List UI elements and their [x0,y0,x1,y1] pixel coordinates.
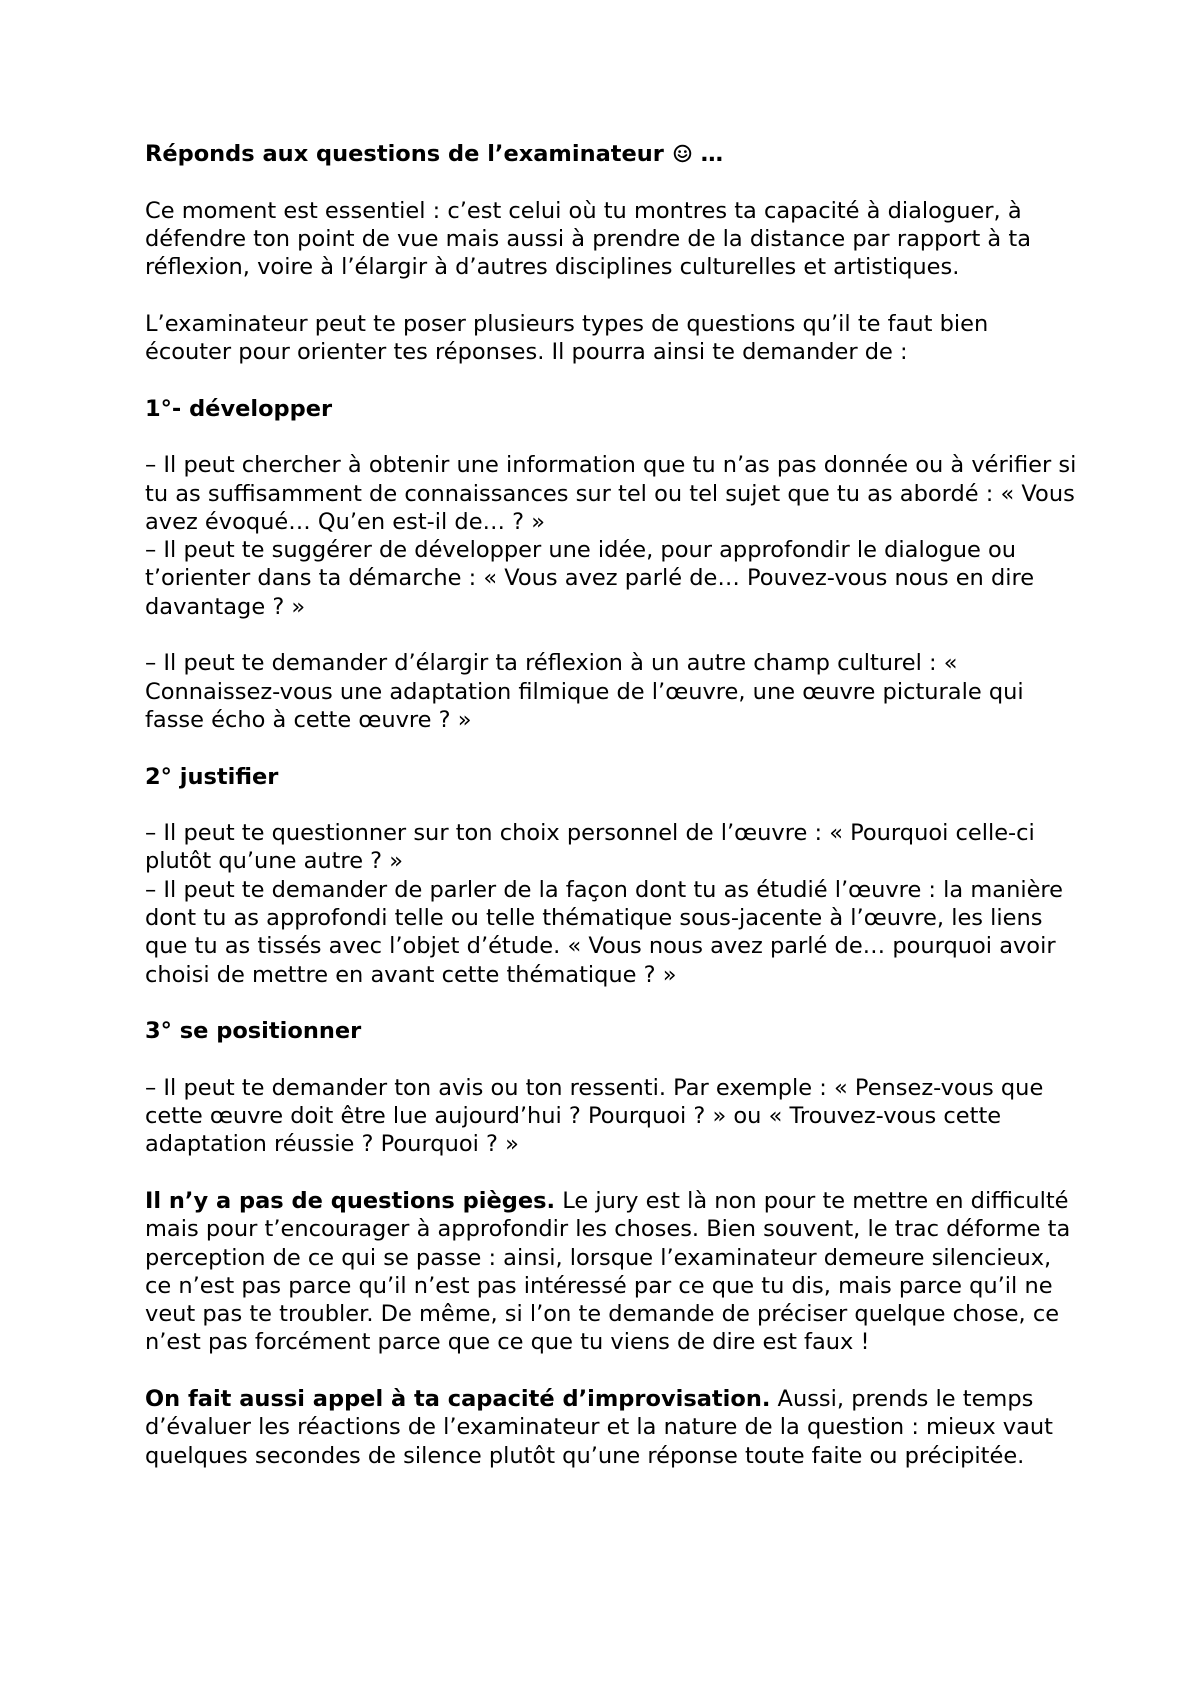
section-item: – Il peut te demander de parler de la façon dont tu as étudié l’œuvre : la manière dont tu as approfondi telle ou telle thématique sous-jacente à l’œuvre, les liens que tu as tissés avec l’objet d’étude. « Vous nous avez parlé de… pourquoi avoir choisi de mettre en avant cette thématique ? » [145,876,1064,988]
document-page [145,140,1080,1498]
smiley-icon [673,144,692,163]
section-heading-justifier: 2° justifier [145,763,279,790]
improvisation-lead: On fait aussi appel à ta capacité d’improvisation. [145,1386,771,1413]
section-item: – Il peut te demander d’élargir ta réflexion à un autre champ culturel : « Connaissez-vous une adaptation filmique de l’œuvre, une œuvre picturale qui fasse écho à cette œuvre ? » [145,650,1024,733]
section-item: – Il peut chercher à obtenir une information que tu n’as pas donnée ou à vérifier si tu as suffisamment de connaissances sur tel ou tel sujet que tu as abordé : « Vous avez évoqué… Qu’en est-il de… ? » [145,452,1077,535]
section-item: – Il peut te suggérer de développer une idée, pour approfondir le dialogue ou t’orienter dans ta démarche : « Vous avez parlé de… Pouvez-vous nous en dire davantage ? » [145,537,1035,620]
page-title-text: Réponds aux questions de l’examinateur [145,141,664,167]
section-heading-developper: 1°- développer [145,395,333,422]
no-trap-body: Le jury est là non pour te mettre en difficulté mais pour t’encourager à approfondir les choses. Bien souvent, le trac déforme ta perception de ce qui se passe : ainsi, lorsque l’examinateur demeure silencieux, ce n’est pas parce qu’il n’est pas intéressé par ce que tu dis, mais parce qu’il ne veut pas te troubler. De même, si l’on te demande de préciser quelque chose, ce n’est pas forcément parce que ce que tu viens de dire est faux ! [145,1187,1071,1356]
no-trap-lead: Il n’y a pas de questions pièges. [145,1187,556,1214]
section-heading-se-positionner: 3° se positionner [145,1018,362,1045]
section-item: – Il peut te demander ton avis ou ton ressenti. Par exemple : « Pensez-vous que cette œuvre doit être lue aujourd’hui ? Pourquoi ? » ou « Trouvez-vous cette adaptation réussie ? Pourquoi ? » [145,1074,1044,1158]
improvisation-paragraph [145,1385,1080,1470]
page-title [145,140,1080,168]
intro-paragraph: Ce moment est essentiel : c’est celui où tu montres ta capacité à dialoguer, à défendre ton point de vue mais aussi à prendre de la distance par rapport à ta réflexion, voire à l’élargir à d’autres disciplines culturelles et artistiques. [145,197,1031,281]
page-title-ellipsis: … [700,141,724,167]
section-item: – Il peut te questionner sur ton choix personnel de l’œuvre : « Pourquoi celle-ci plutôt qu’une autre ? » [145,820,1035,875]
no-trap-paragraph [145,1187,1080,1357]
question-types-paragraph: L’examinateur peut te poser plusieurs types de questions qu’il te faut bien écouter pour orienter tes réponses. Il pourra ainsi te demander de : [145,310,989,366]
improvisation-body: Aussi, prends le temps d’évaluer les réactions de l’examinateur et la nature de la question : mieux vaut quelques secondes de silence plutôt qu’une réponse toute faite ou précipitée. [145,1386,1053,1469]
